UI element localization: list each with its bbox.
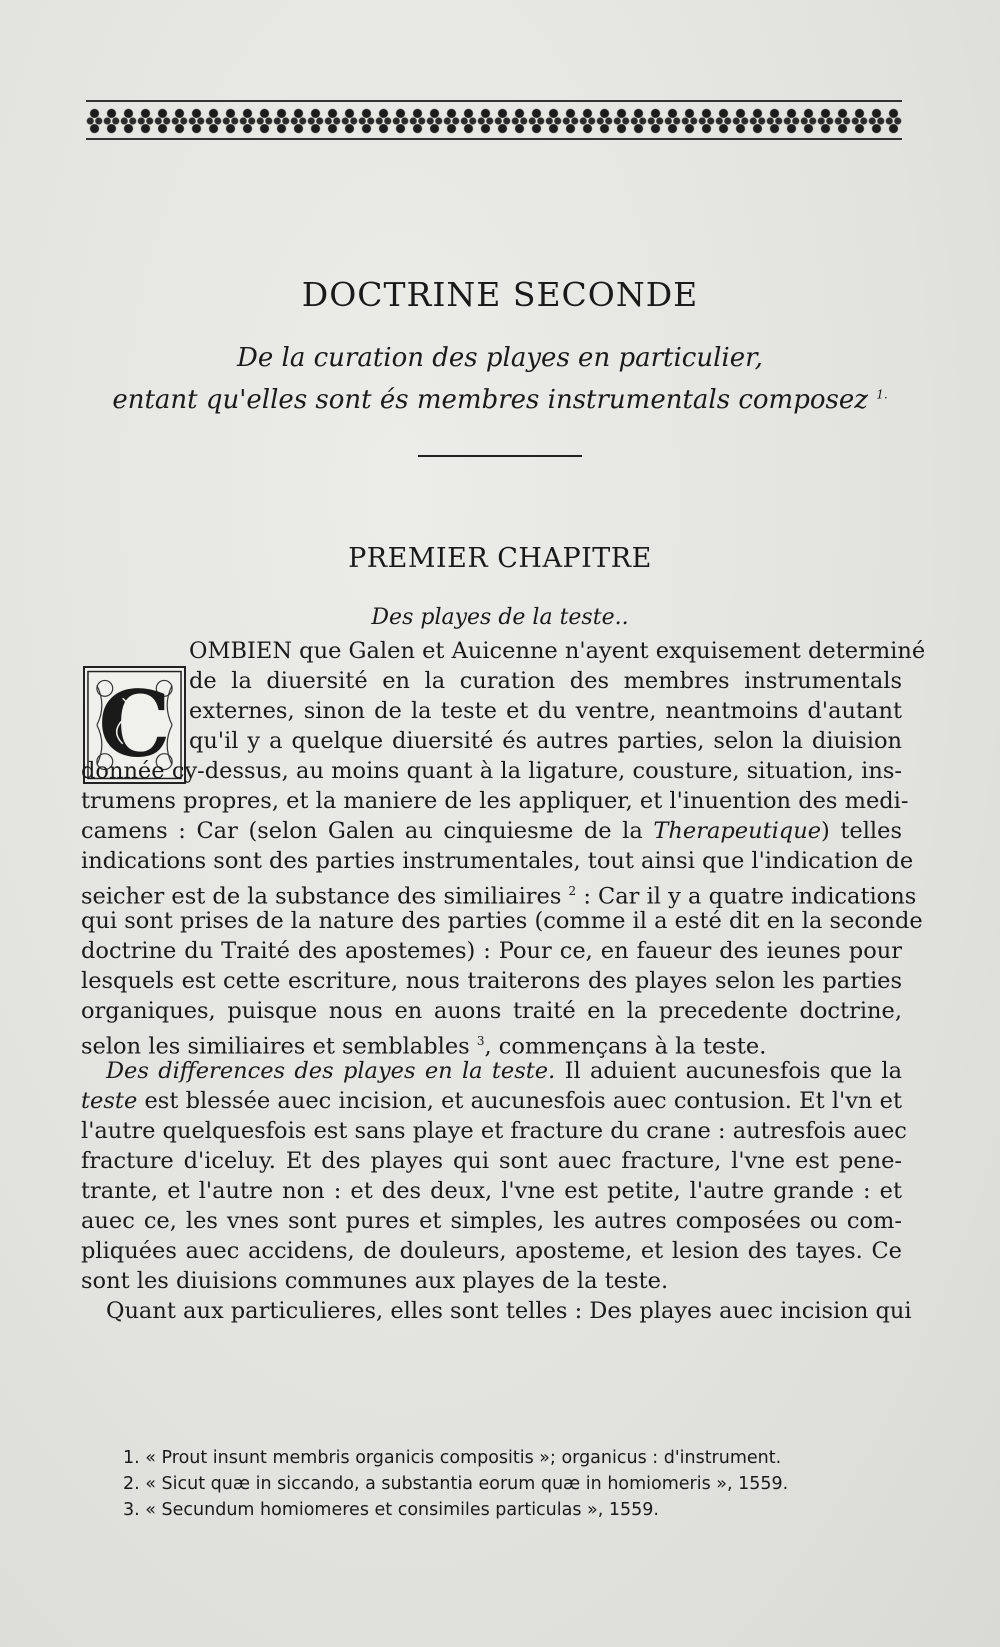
footnote-1: 1. « Prout insunt membris organicis compositis »; organicus : d'instrument.: [123, 1448, 782, 1468]
text-line: Des differences des playes en la teste. Il aduient aucunesfois que la: [106, 1058, 902, 1084]
text-line: seicher est de la substance des similiaires $^2$ : Car il y a quatre indications: [81, 883, 917, 910]
text-line: camens : Car (selon Galen au cinquiesme de la Therapeutique) telles: [81, 818, 902, 844]
decorative-ornament-band: [86, 100, 902, 140]
svg-text:C: C: [98, 670, 171, 778]
text-line: trante, et l'autre non : et des deux, l'vne est petite, l'autre grande : et: [81, 1178, 902, 1204]
footnote-ref-3: 3: [476, 1034, 485, 1048]
text-line: organiques, puisque nous en auons traité en la precedente doctrine,: [81, 998, 902, 1024]
text-line: de la diuersité en la curation des membres instrumentals: [189, 668, 902, 694]
text-line: fracture d'iceluy. Et des playes qui sont auec fracture, l'vne est pene-: [81, 1148, 902, 1174]
doctrine-subtitle-line1: De la curation des playes en particulier,: [237, 343, 763, 373]
footnote-ref-1: 1.: [876, 387, 888, 402]
footnote-ref-2: 2: [568, 884, 577, 898]
text-line: lesquels est cette escriture, nous traiterons des playes selon les parties: [81, 968, 902, 994]
text-line: externes, sinon de la teste et du ventre, neantmoins d'autant: [189, 698, 902, 724]
text-line: auec ce, les vnes sont pures et simples, les autres composées ou com-: [81, 1208, 902, 1234]
text-line: trumens propres, et la maniere de les appliquer, et l'inuention des medi-: [81, 788, 909, 814]
text-line: sont les diuisions communes aux playes de la teste.: [81, 1268, 669, 1294]
chapter-title: PREMIER CHAPITRE: [348, 543, 652, 574]
section-divider: [418, 455, 582, 457]
chapter-subtitle: Des playes de la teste..: [371, 605, 629, 630]
text-line: donnée cy-dessus, au moins quant à la ligature, cousture, situation, ins-: [81, 758, 902, 784]
text-line: Quant aux particulieres, elles sont telles : Des playes auec incision qui: [106, 1298, 912, 1324]
doctrine-title: DOCTRINE SECONDE: [301, 275, 699, 314]
text-line: teste est blessée auec incision, et aucunesfois auec contusion. Et l'vn et: [81, 1088, 902, 1114]
text-line: pliquées auec accidens, de douleurs, aposteme, et lesion des tayes. Ce: [81, 1238, 902, 1264]
text-line: indications sont des parties instrumentales, tout ainsi que l'indication de: [81, 848, 914, 874]
text-line: qu'il y a quelque diuersité és autres parties, selon la diuision: [189, 728, 902, 754]
text-line: selon les similiaires et semblables $^3$, commençans à la teste.: [81, 1033, 767, 1060]
footnote-3: 3. « Secundum homiomeres et consimiles particulas », 1559.: [123, 1500, 659, 1520]
text-line: l'autre quelquesfois est sans playe et fracture du crane : autresfois auec: [81, 1118, 907, 1144]
footnote-2: 2. « Sicut quæ in siccando, a substantia eorum quæ in homiomeris », 1559.: [123, 1474, 789, 1494]
text-line: OMBIEN que Galen et Auicenne n'ayent exquisement determiné: [189, 638, 926, 664]
doctrine-subtitle-line2: entant qu'elles sont és membres instrumentals composez $^{1.}$: [112, 385, 888, 415]
text-line: qui sont prises de la nature des parties (comme il a esté dit en la seconde: [81, 908, 923, 934]
text-line: doctrine du Traité des apostemes) : Pour ce, en faueur des ieunes pour: [81, 938, 902, 964]
